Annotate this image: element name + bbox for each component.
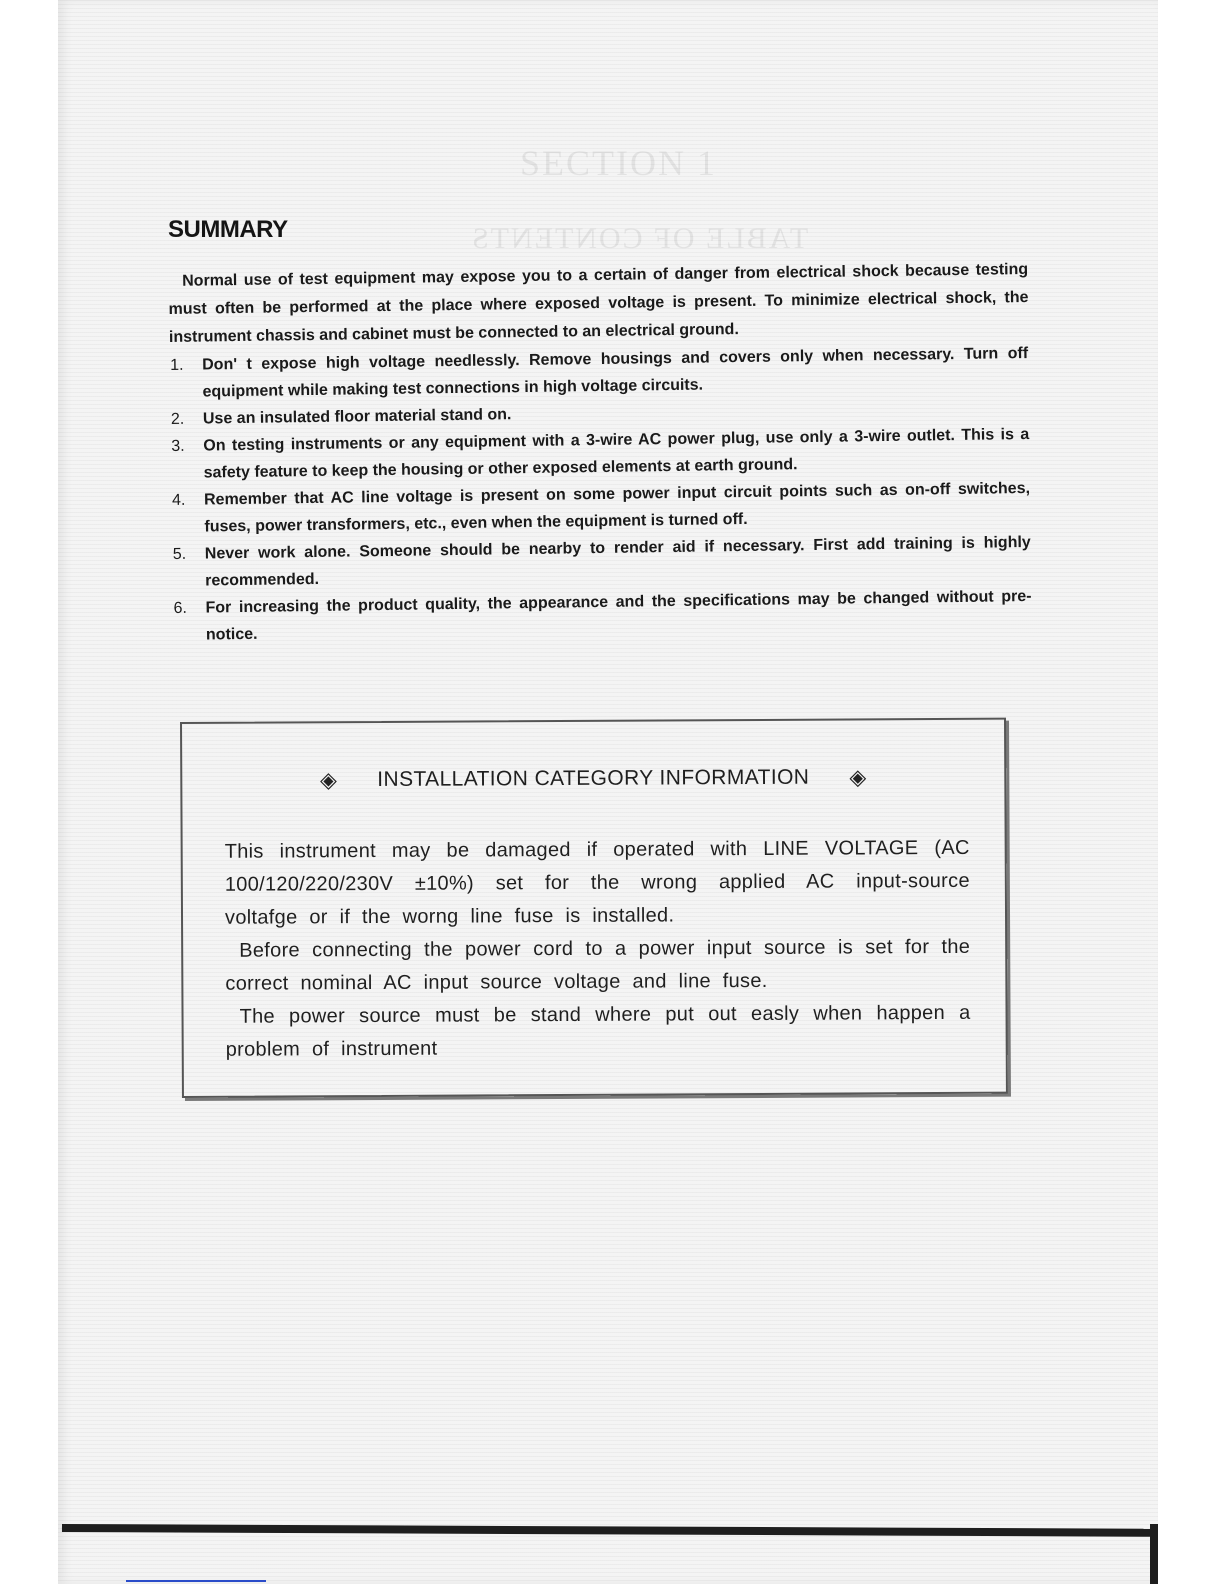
rule-text: On testing instruments or any equipment with a 3-wire AC power plug, use only a 3-wire outlet. This is a safety feature to keep the housing or other exposed elements at earth ground.: [203, 425, 1030, 482]
summary-intro: Normal use of test equipment may expose you to a certain of danger from electrical shock because testing must often be performed at the place where exposed voltage is present. To minimize electrical shock, the instrument chassis and cabinet must be connected to an electrical ground.: [168, 260, 1029, 346]
installation-paragraph-3: The power source must be stand where put out easly when happen a problem of instrument: [225, 1001, 971, 1061]
rule-number: 5.: [172, 545, 187, 563]
rule-number: 4.: [171, 491, 186, 509]
rule-number: 1.: [170, 356, 184, 374]
rule-text: Remember that AC line voltage is present on some power input circuit points such as on-off switches, fuses, power transformers, etc., even when the equipment is turned off.: [203, 479, 1031, 536]
rule-text: For increasing the product quality, the appearance and the specifications may be changed without pre-notice.: [205, 587, 1032, 644]
installation-category-box: [180, 718, 1008, 1098]
summary-title: SUMMARY: [168, 216, 288, 243]
rule-text: Never work alone. Someone should be nearby to render aid if necessary. First add training is highly recommended.: [204, 533, 1031, 590]
installation-paragraph-1: This instrument may be damaged if operated with LINE VOLTAGE (AC 100/120/220/230V ±10%) set for the wrong applied AC input-source voltafge or if the worng line fuse is installed.: [224, 836, 970, 929]
safety-rule: [171, 583, 1032, 649]
installation-heading-row: [182, 764, 1004, 794]
rule-number: 2.: [170, 410, 185, 428]
safety-rules-list: [168, 340, 1032, 649]
rule-number: 6.: [173, 599, 188, 617]
diamond-bullet-icon: ◈: [849, 764, 867, 790]
installation-heading: INSTALLATION CATEGORY INFORMATION: [377, 765, 810, 791]
blue-underline-mark: [126, 1580, 266, 1582]
installation-paragraph-2: Before connecting the power cord to a power input source is set for the correct nominal AC input source voltage and line fuse.: [225, 935, 971, 995]
diamond-bullet-icon: ◈: [319, 767, 338, 793]
bleed-through-contents-heading: TABLE OF CONTENTS: [470, 222, 809, 255]
rule-text: Use an insulated floor material stand on.: [202, 406, 512, 428]
installation-body: [225, 832, 971, 1067]
rule-text: Don' t expose high voltage needlessly. Remove housings and covers only when necessary. Turn off equipment while making test connections in high voltage circuits.: [202, 344, 1029, 401]
rule-number: 3.: [171, 437, 185, 455]
scan-corner-edge: [1150, 1524, 1158, 1584]
bleed-through-section-heading: SECTION 1: [520, 143, 717, 183]
